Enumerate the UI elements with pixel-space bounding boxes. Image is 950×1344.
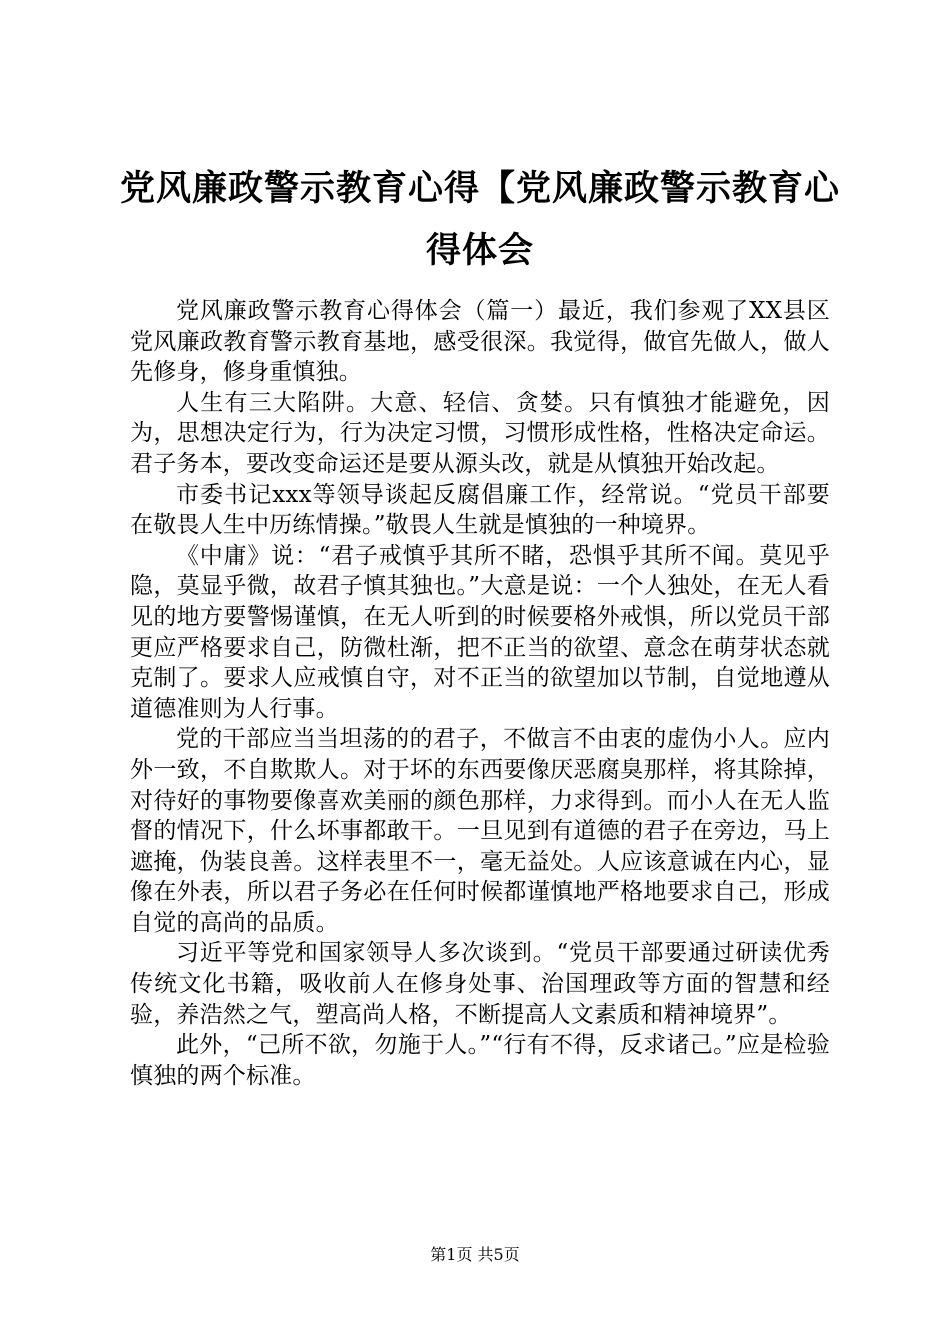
paragraph-5: 党的干部应当当坦荡的的君子，不做言不由衷的虚伪小人。应内外一致，不自欺欺人。对于坏的东西要像厌恶腐臭那样，将其除掉，对待好的事物要像喜欢美丽的颜色那样，力求得到。而小人在无人监督的情况下，什么坏事都敢干。一旦见到有道德的君子在旁边，马上遮掩，伪装良善。这样表里不一，毫无益处。人应该意诚在内心，显像在外表，所以君子务必在任何时候都谨慎地严格地要求自己，形成自觉的高尚的品质。 — [130, 726, 830, 936]
page-footer: 第1页 共5页 — [430, 1245, 520, 1264]
document-body — [130, 296, 830, 1091]
paragraph-3: 市委书记xxx等领导谈起反腐倡廉工作，经常说。“党员干部要在敬畏人生中历练情操。”敬畏人生就是慎独的一种境界。 — [130, 481, 830, 539]
paragraph-4: 《中庸》说：“君子戒慎乎其所不睹，恐惧乎其所不闻。莫见乎隐，莫显乎微，故君子慎其独也。”大意是说：一个人独处，在无人看见的地方要警惕谨慎，在无人听到的时候要格外戒惧，所以党员干部更应严格要求自己，防微杜渐，把不正当的欲望、意念在萌芽状态就克制了。要求人应戒慎自守，对不正当的欲望加以节制，自觉地遵从道德准则为人行事。 — [130, 542, 830, 722]
document-title: 党风廉政警示教育心得【党风廉政警示教育心得体会 — [119, 168, 840, 271]
paragraph-2: 人生有三大陷阱。大意、轻信、贪婪。只有慎独才能避免，因为，思想决定行为，行为决定习惯，习惯形成性格，性格决定命运。君子务本，要改变命运还是要从源头改，就是从慎独开始改起。 — [130, 389, 830, 477]
paragraph-7: 此外，“己所不欲，勿施于人。”“行有不得，反求诸己。”应是检验慎独的两个标准。 — [130, 1032, 830, 1089]
paragraph-1: 党风廉政警示教育心得体会（篇一）最近，我们参观了XX县区党风廉政教育警示教育基地，感受很深。我觉得，做官先做人，做人先修身，修身重慎独。 — [130, 298, 830, 386]
paragraph-6: 习近平等党和国家领导人多次谈到。“党员干部要通过研读优秀传统文化书籍，吸收前人在修身处事、治国理政等方面的智慧和经验，养浩然之气，塑高尚人格，不断提高人文素质和精神境界”。 — [130, 940, 830, 1028]
